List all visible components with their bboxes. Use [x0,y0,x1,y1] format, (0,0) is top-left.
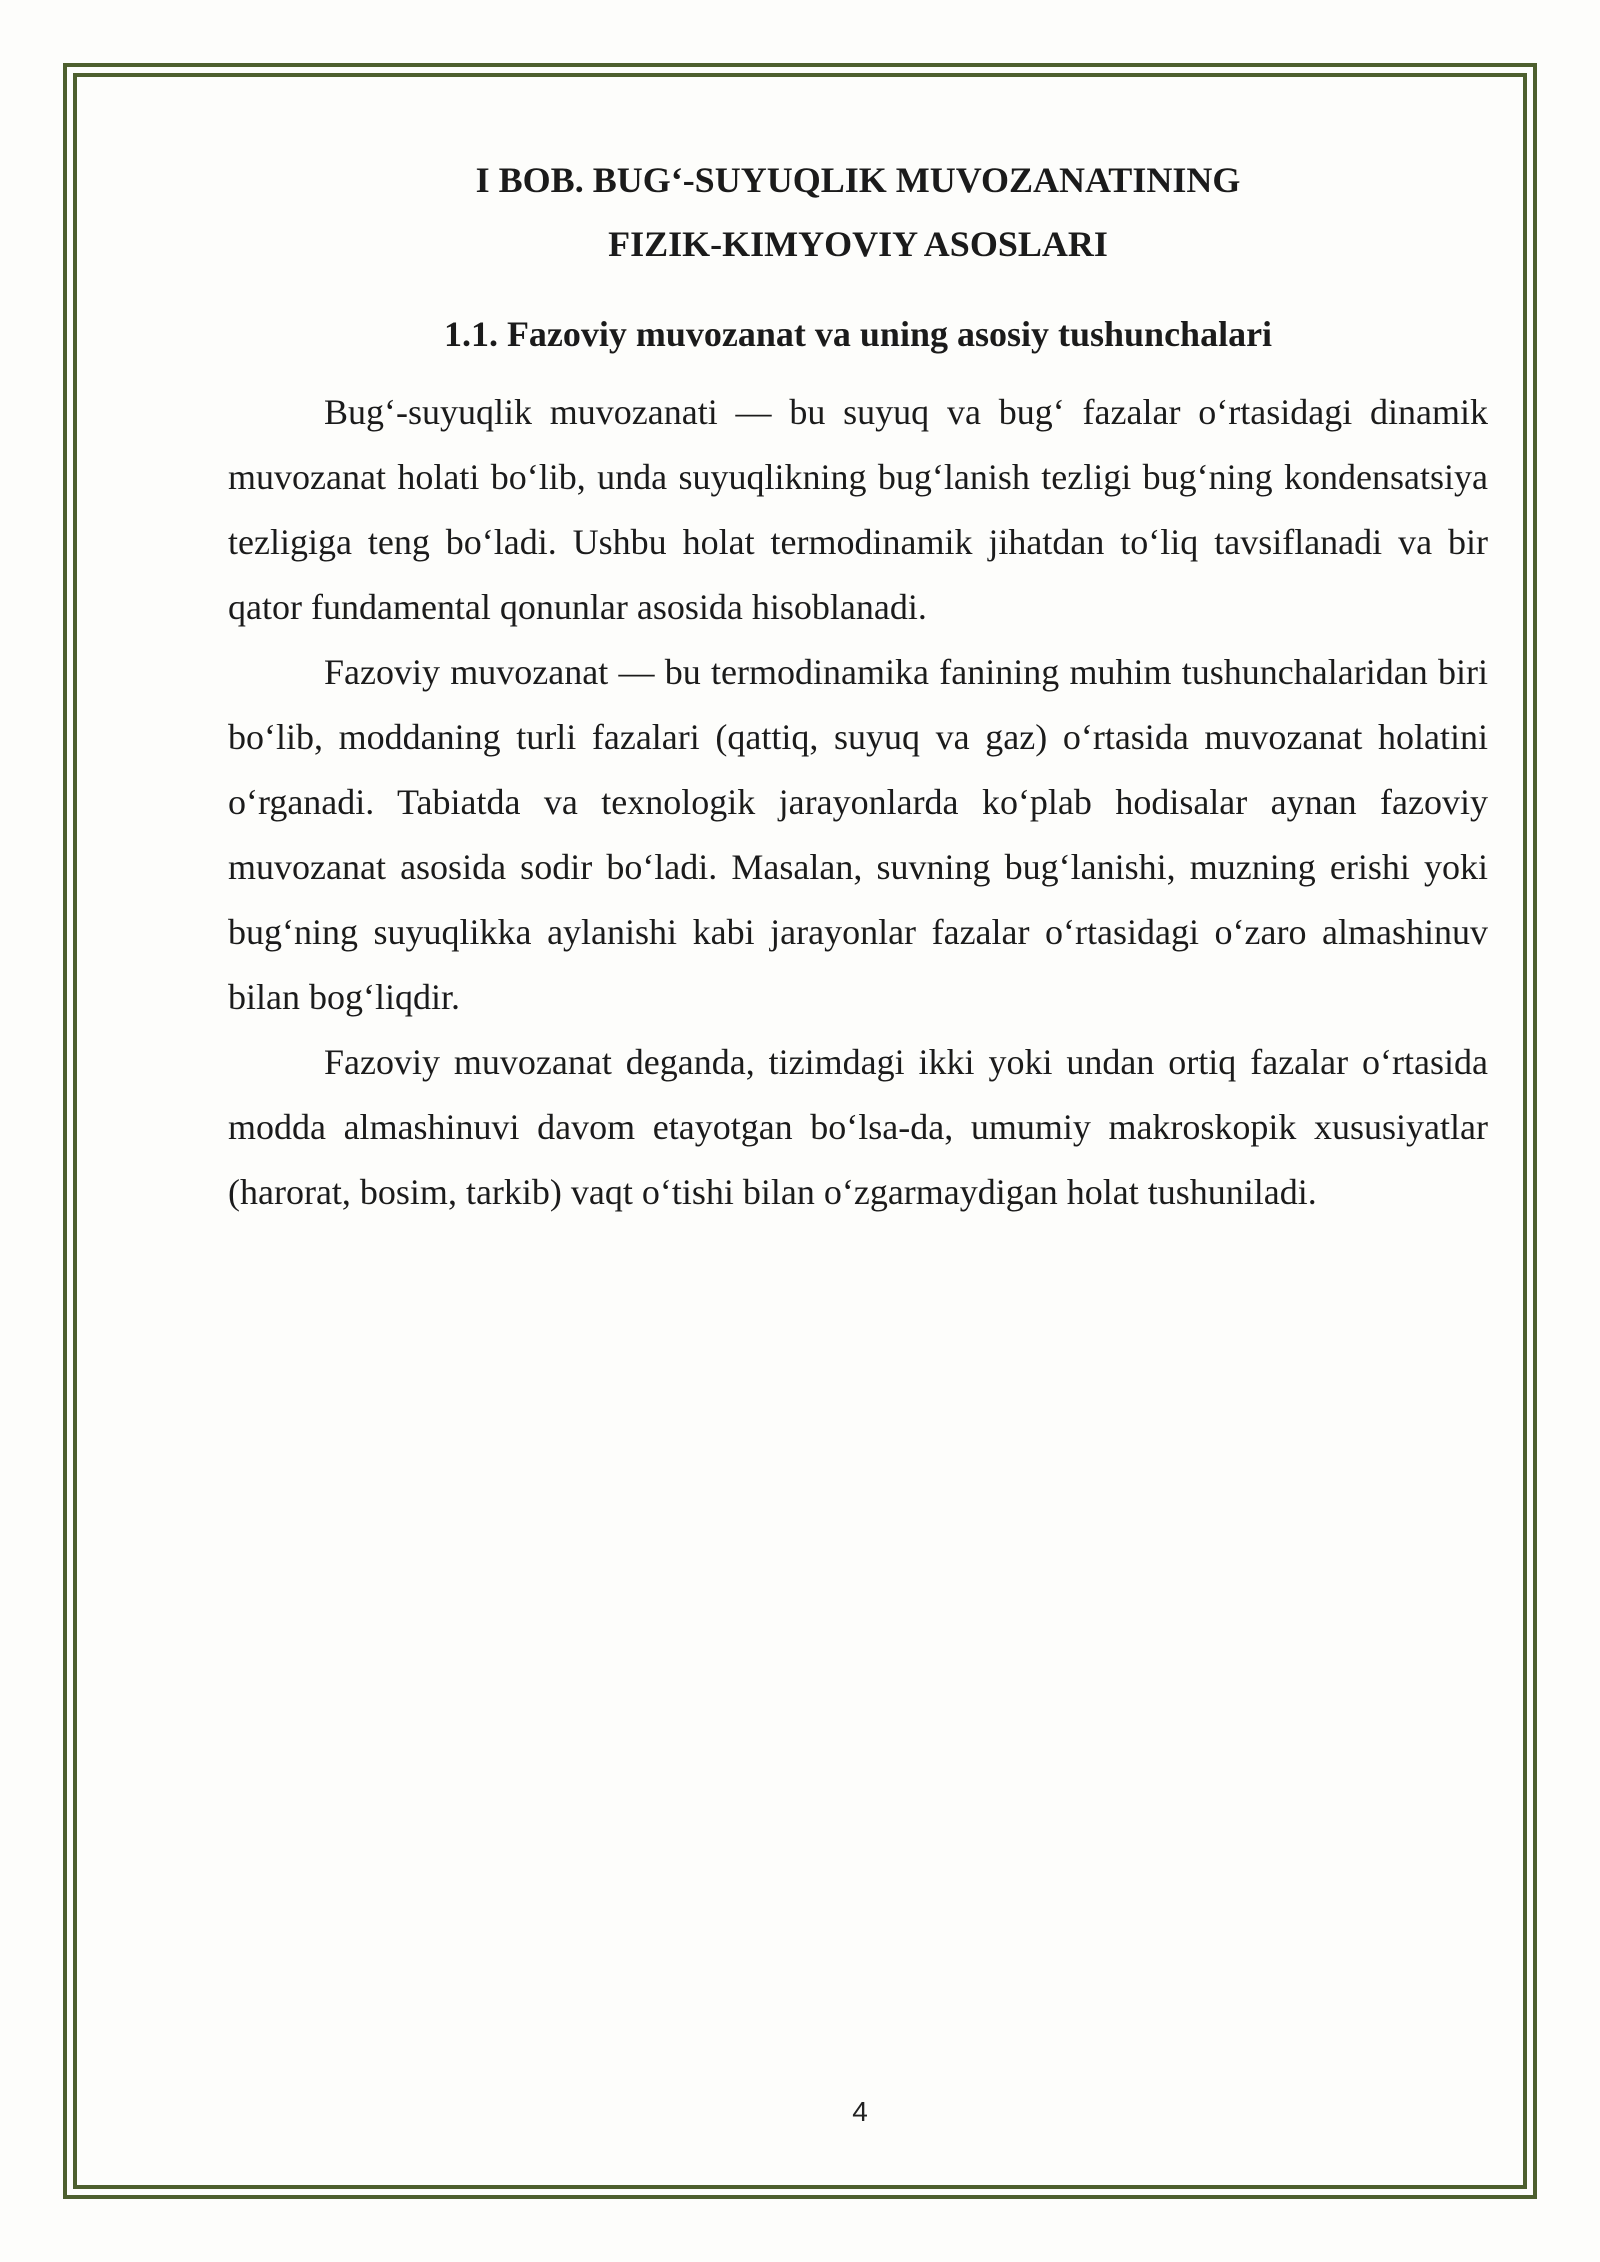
body-paragraph-1: Bug‘-suyuqlik muvozanati — bu suyuq va bug‘ fazalar o‘rtasidagi dinamik muvozanat holati bo‘lib, unda suyuqlikning bug‘lanish tezligi bug‘ning kondensatsiya tezligiga teng bo‘ladi. Ushbu holat termodinamik jihatdan to‘liq tavsiflanadi va bir qator fundamental qonunlar asosida hisoblanadi. [228,392,1488,627]
chapter-title-line-2: FIZIK-KIMYOVIY ASOSLARI [608,224,1108,264]
body-paragraph-3: Fazoviy muvozanat deganda, tizimdagi ikki yoki undan ortiq fazalar o‘rtasida modda almashinuvi davom etayotgan bo‘lsa-da, umumiy makroskopik xususiyatlar (harorat, bosim, tarkib) vaqt o‘tishi bilan o‘zgarmaydigan holat tushuniladi. [228,1042,1488,1212]
chapter-title [228,148,1488,276]
section-title: 1.1. Fazoviy muvozanat va uning asosiy tushunchalari [443,314,1273,354]
page-number: 4 [852,2096,868,2127]
body-paragraph-2: Fazoviy muvozanat — bu termodinamika fanining muhim tushunchalaridan biri bo‘lib, moddaning turli fazalari (qattiq, suyuq va gaz) o‘rtasida muvozanat holatini o‘rganadi. Tabiatda va texnologik jarayonlarda ko‘plab hodisalar aynan fazoviy muvozanat asosida sodir bo‘ladi. Masalan, suvning bug‘lanishi, muzning erishi yoki bug‘ning suyuqlikka aylanishi kabi jarayonlar fazalar o‘rtasidagi o‘zaro almashinuv bilan bog‘liqdir. [228,652,1488,1017]
chapter-title-line-1: I BOB. BUG‘-SUYUQLIK MUVOZANATINING [475,160,1241,200]
page-content [228,148,1488,1225]
